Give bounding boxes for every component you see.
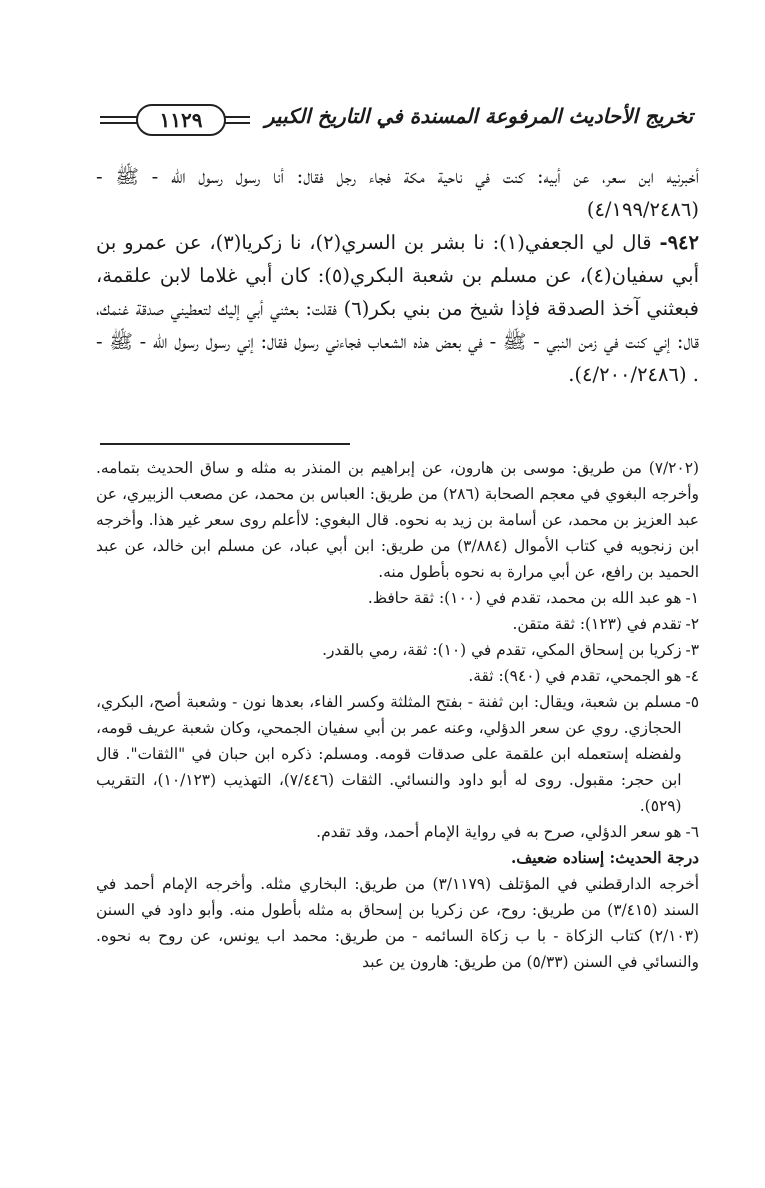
- page-header: [100, 100, 693, 144]
- takhrij-paragraph: أخرجه الدارقطني في المؤتلف (٣/١١٧٩) من طريق: البخاري مثله. وأخرجه الإمام أحمد في السند (٣/٤١٥) من طريق: روح، عن زكريا بن إسحاق به مثله بأطول منه. وأبو داود في السنن (٢/١٠٣) كتاب الزكاة - با ب زكاة السائمه - من طريق: محمد اب يونس، عن روح به نحوه. والنسائي في السنن (٥/٣٣) من طريق: هارون ين عبد: [96, 875, 699, 971]
- footnote-text: هو الجمحي، تقدم في (٩٤٠): ثقة.: [468, 667, 682, 685]
- running-title: تخريج الأحاديث المرفوعة المسندة في التاريخ الكبير: [264, 104, 693, 128]
- footnote-separator: [100, 443, 350, 445]
- footnote-number: ٥-: [685, 693, 699, 711]
- continuation-paragraph: أخبرنيه ابن سعر، عن أبيه: كنت في ناحية مكة فجاء رجل فقال: أنا رسول رسول الله - ﷺ - (٤/١٩٩/٢٤٨٦): [96, 165, 699, 221]
- footnote-text: هو عبد الله بن محمد، تقدم في (١٠٠): ثقة حافظ.: [367, 589, 682, 607]
- page-number-frame: [136, 104, 226, 136]
- footnote-number: ٤-: [685, 667, 699, 685]
- main-text: [96, 160, 699, 391]
- footnote-text: هو سعر الدؤلي، صرح به في رواية الإمام أحمد، وقد تقدم.: [316, 823, 682, 841]
- hadith-paragraph: [96, 226, 699, 391]
- footnote-number: ٣-: [685, 641, 699, 659]
- footnotes: [96, 455, 699, 975]
- footnote-continuation: (٧/٢٠٢) من طريق: موسى بن هارون، عن إبراهيم بن المنذر به مثله و ساق الحديث بتمامه. وأخرجه البغوي في معجم الصحابة (٢٨٦) من طريق: العباس بن محمد، عن مصعب الزبيري، عن عبد العزيز بن محمد، عن أسامة بن زيد به نحوه. قال البغوي: لاأعلم روى سعر غير هذا. وأخرجه ابن زنجويه في كتاب الأموال (٣/٨٨٤) من طريق: ابن أبي عباد، عن مسلم ابن خالد، عن عبد الحميد بن رافع، عن أبي مرارة به نحوه بأطول منه.: [96, 459, 699, 581]
- footnote-text: تقدم في (١٢٣): ثقة متقن.: [512, 615, 682, 633]
- footnote-item: [96, 637, 699, 663]
- footnote-number: ٢-: [685, 615, 699, 633]
- footnote-number: ٦-: [685, 823, 699, 841]
- hadith-number: ٩٤٢-: [659, 231, 699, 254]
- footnote-item: [96, 585, 699, 611]
- footnote-text: مسلم بن شعبة، ويقال: ابن ثفنة - بفتح المثلثة وكسر الفاء، بعدها نون - وشعبة أصح، البكري، الحجازي. روي عن سعر الدؤلي، وعنه عمر بن أبي سفيان الجمحي، وكان شعبة عريف قومه، ولفضله إستعمله ابن علقمة على صدقات قومه. ومسلم: ذكره ابن حبان في "الثقات". قال ابن حجر: مقبول. روى له أبو داود والنسائي. الثقات (٧/٤٤٦)، التهذيب (١٠/١٢٣)، التقريب (٥٢٩).: [96, 693, 682, 815]
- footnote-item: [96, 689, 699, 819]
- footnote-item: [96, 663, 699, 689]
- footnote-text: زكريا بن إسحاق المكي، تقدم في (١٠): ثقة، رمي بالقدر.: [322, 641, 682, 659]
- hadith-text: قال لي الجعفي(١): نا بشر بن السري(٢)، نا زكريا(٣)، عن عمرو بن أبي سفيان(٤)، عن مسلم بن شعبة البكري(٥): كان أبي غلاما لابن علقمة، فبعثني آخذ الصدقة فإذا شيخ من بني بكر(٦) فقلت: بعثني أبي إليك لتعطيني صدقة غنمك، قال: إني كنت في زمن النبي - ﷺ - في بعض هذه الشعاب فجاءني رسول فقال: إني رسول رسول الله - ﷺ - . (٤/٢٠٠/٢٤٨٦).: [96, 231, 699, 386]
- footnote-number: ١-: [685, 589, 699, 607]
- footnote-item: [96, 819, 699, 845]
- page-number: ١١٢٩: [159, 108, 203, 132]
- footnote-item: [96, 611, 699, 637]
- hadith-grade: درجة الحديث: إسناده ضعيف.: [510, 849, 699, 867]
